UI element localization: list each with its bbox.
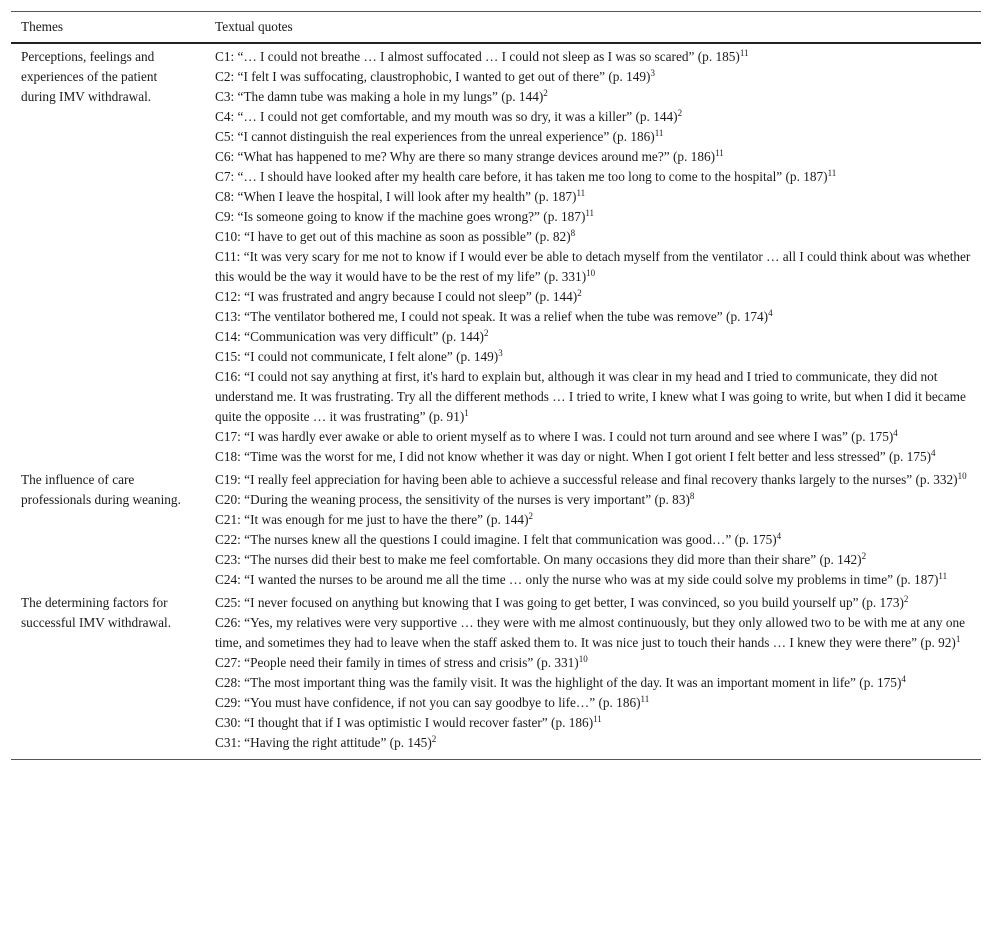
quote-item <box>215 550 971 570</box>
quotes-table <box>11 11 981 760</box>
reference-superscript: 2 <box>861 551 867 561</box>
header-quotes: Textual quotes <box>205 12 981 44</box>
quote-text: C31: “Having the right attitude” (p. 145) <box>215 735 432 750</box>
reference-superscript: 1 <box>464 408 469 418</box>
quote-text: C30: “I thought that if I was optimistic I would recover faster” (p. 186) <box>215 715 594 730</box>
quote-text: C2: “I felt I was suffocating, claustrophobic, I wanted to get out of there” (p. 149) <box>215 69 651 84</box>
reference-superscript: 2 <box>577 288 582 298</box>
quote-text: C17: “I was hardly ever awake or able to orient myself as to where I was. I could not turn around and see where I was” (p. 175) <box>215 429 894 444</box>
reference-superscript: 2 <box>903 594 909 604</box>
quote-item <box>215 510 971 530</box>
reference-superscript: 8 <box>689 491 695 501</box>
quote-item <box>215 447 971 467</box>
quote-item <box>215 713 971 733</box>
reference-superscript: 3 <box>498 348 503 358</box>
reference-superscript: 4 <box>893 428 898 438</box>
quote-item <box>215 367 971 427</box>
reference-superscript: 11 <box>576 188 586 198</box>
quote-item <box>215 127 971 147</box>
reference-superscript: 2 <box>431 734 437 744</box>
quote-text: C14: “Communication was very difficult” (p. 144) <box>215 329 484 344</box>
quote-text: C18: “Time was the worst for me, I did not know whether it was day or night. When I got orient I felt better and less stressed” (p. 175) <box>215 449 932 464</box>
theme-cell: Perceptions, feelings and experiences of the patient during IMV withdrawal. <box>21 49 158 104</box>
reference-superscript: 11 <box>827 168 837 178</box>
quote-item <box>215 653 971 673</box>
quote-text: C11: “It was very scary for me not to know if I would ever be able to detach myself from the ventilator … all I could think about was whether this would be the way it would have to be the rest of my life” (p. 331) <box>215 249 971 284</box>
quote-text: C1: “… I could not breathe … I almost suffocated … I could not sleep as I was so scared” (p. 185) <box>215 49 740 64</box>
quote-item <box>215 593 971 613</box>
table-row <box>11 590 981 760</box>
quote-text: C20: “During the weaning process, the sensitivity of the nurses is very important” (p. 83) <box>215 492 690 507</box>
reference-superscript: 11 <box>585 208 595 218</box>
quote-text: C24: “I wanted the nurses to be around me all the time … only the nurse who was at my side could solve my problems in time” (p. 187) <box>215 572 939 587</box>
quote-item <box>215 570 971 590</box>
quote-text: C26: “Yes, my relatives were very supportive … they were with me almost continuously, but they only allowed two to be with me at any one time, and sometimes they had to leave when the staff asked them to. It was nice just to touch their hands … I knew they were there” (p. 92) <box>215 615 966 650</box>
table-row <box>11 43 981 467</box>
reference-superscript: 11 <box>715 148 724 158</box>
quote-item <box>215 67 971 87</box>
quote-text: C8: “When I leave the hospital, I will look after my health” (p. 187) <box>215 189 577 204</box>
reference-superscript: 4 <box>776 531 782 541</box>
quote-item <box>215 107 971 127</box>
reference-superscript: 2 <box>677 108 683 118</box>
quote-text: C23: “The nurses did their best to make me feel comfortable. On many occasions they did more than their share” (p. 142) <box>215 552 862 567</box>
quote-item <box>215 227 971 247</box>
quote-item <box>215 490 971 510</box>
quote-item <box>215 307 971 327</box>
reference-superscript: 11 <box>938 571 948 581</box>
header-themes: Themes <box>11 12 205 44</box>
reference-superscript: 10 <box>586 268 596 278</box>
quote-text: C12: “I was frustrated and angry because I could not sleep” (p. 144) <box>215 289 578 304</box>
reference-superscript: 10 <box>957 471 967 481</box>
quote-item <box>215 733 971 753</box>
quote-text: C6: “What has happened to me? Why are there so many strange devices around me?” (p. 186) <box>215 149 716 164</box>
reference-superscript: 2 <box>543 88 548 98</box>
reference-superscript: 4 <box>901 674 906 684</box>
quote-item <box>215 247 971 287</box>
theme-cell: The determining factors for successful IMV withdrawal. <box>11 590 205 760</box>
reference-superscript: 11 <box>739 48 749 58</box>
reference-superscript: 11 <box>593 714 602 724</box>
quote-text: C9: “Is someone going to know if the machine goes wrong?” (p. 187) <box>215 209 586 224</box>
quote-item <box>215 147 971 167</box>
quote-text: C5: “I cannot distinguish the real experiences from the unreal experience” (p. 186) <box>215 129 655 144</box>
quote-item <box>215 613 971 653</box>
quote-item <box>215 287 971 307</box>
quote-text: C4: “… I could not get comfortable, and my mouth was so dry, it was a killer” (p. 144) <box>215 109 678 124</box>
quote-text: C15: “I could not communicate, I felt alone” (p. 149) <box>215 349 499 364</box>
quote-item <box>215 470 971 490</box>
quote-text: C25: “I never focused on anything but knowing that I was going to get better, I was convinced, so you build yourself up” (p. 173) <box>215 595 904 610</box>
quote-text: C3: “The damn tube was making a hole in my lungs” (p. 144) <box>215 89 544 104</box>
quote-text: C29: “You must have confidence, if not you can say goodbye to life…” (p. 186) <box>215 695 641 710</box>
quote-item <box>215 327 971 347</box>
quote-item <box>215 347 971 367</box>
quote-text: C19: “I really feel appreciation for having been able to achieve a successful release and final recovery thanks largely to the nurses” (p. 332) <box>215 472 958 487</box>
quote-item <box>215 187 971 207</box>
quote-item <box>215 530 971 550</box>
reference-superscript: 2 <box>483 328 489 338</box>
quote-text: C21: “It was enough for me just to have the there” (p. 144) <box>215 512 529 527</box>
reference-superscript: 4 <box>931 448 936 458</box>
reference-superscript: 3 <box>650 68 655 78</box>
quote-text: C16: “I could not say anything at first, it's hard to explain but, although it was clear in my head and I tried to communicate, they did not understand me. It was frustrating. Try all the different methods … I tried to write, I knew what I was going to write, but when I did it became quite the opposite … it was frustrating” (p. 91) <box>215 369 966 424</box>
reference-superscript: 4 <box>768 308 773 318</box>
table-row <box>11 467 981 590</box>
quote-item <box>215 207 971 227</box>
quotes-cell <box>205 590 981 760</box>
quote-text: C13: “The ventilator bothered me, I could not speak. It was a relief when the tube was remove” (p. 174) <box>215 309 769 324</box>
quote-text: C7: “… I should have looked after my health care before, it has taken me too long to come to the hospital” (p. 187) <box>215 169 828 184</box>
reference-superscript: 2 <box>528 511 533 521</box>
quote-item <box>215 167 971 187</box>
reference-superscript: 8 <box>570 228 576 238</box>
quote-text: C22: “The nurses knew all the questions I could imagine. I felt that communication was good…” (p. 175) <box>215 532 777 547</box>
quote-item <box>215 47 971 67</box>
table-body <box>11 43 981 760</box>
quote-item <box>215 673 971 693</box>
reference-superscript: 11 <box>640 694 650 704</box>
quote-text: C27: “People need their family in times of stress and crisis” (p. 331) <box>215 655 579 670</box>
quotes-cell <box>205 43 981 467</box>
quote-text: C10: “I have to get out of this machine as soon as possible” (p. 82) <box>215 229 571 244</box>
quote-text: C28: “The most important thing was the family visit. It was the highlight of the day. It was an important moment in life” (p. 175) <box>215 675 902 690</box>
quotes-cell <box>205 467 981 590</box>
quote-item <box>215 87 971 107</box>
quote-item <box>215 427 971 447</box>
quote-item <box>215 693 971 713</box>
theme-cell: The influence of care professionals during weaning. <box>21 472 181 507</box>
reference-superscript: 11 <box>654 128 664 138</box>
header-row <box>11 12 981 44</box>
reference-superscript: 10 <box>578 654 588 664</box>
reference-superscript: 1 <box>955 634 961 644</box>
